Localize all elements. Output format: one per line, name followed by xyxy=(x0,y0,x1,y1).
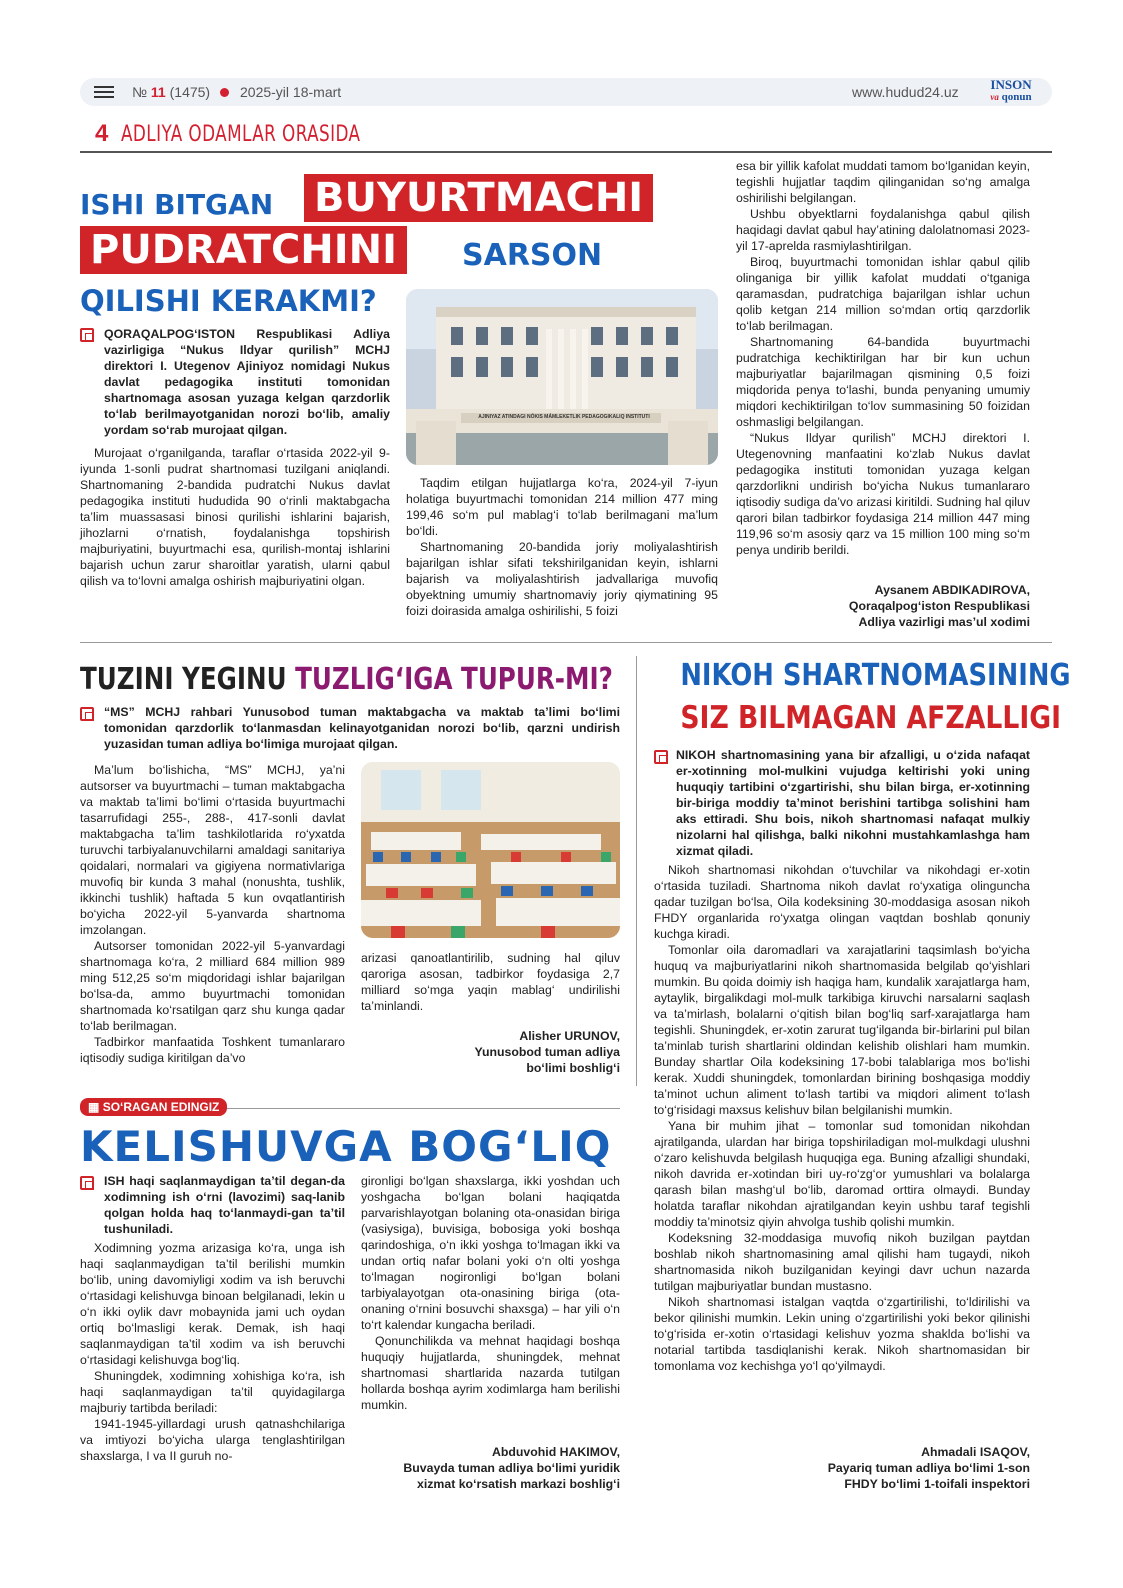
kindergarten-dining-photo xyxy=(361,762,620,938)
article4-title-part1: NIKOH SHARTNOMASINING xyxy=(680,658,1071,693)
article3-title: KELISHUVGA BOG‘LIQ xyxy=(80,1122,612,1171)
article2-signature: Alisher URUNOV, Yunusobod tuman adliya bo‘limi boshlig‘i xyxy=(474,1029,620,1075)
section-title: ADLIYA ODAMLAR ORASIDA xyxy=(121,122,361,147)
article1-title-part1: ISHI BITGAN xyxy=(80,188,274,221)
article1-divider xyxy=(80,642,1052,643)
article2-lead: “MS” MCHJ rahbari Yunusobod tuman maktabgacha va maktab ta’limi bo‘limi tomonidan qarzdorlik to‘lanmasdan kelinayotganidan norozi bo‘lib, qarzni undirish yuzasidan tuman adliya bo‘limiga murojaat qilgan. xyxy=(104,705,620,751)
article3-lead: ISH haqi saqlanmaydigan ta’til degan-da xodimning ish o‘rni (lavozimi) saq-lanib qolgan holda haq to‘lanmaydi-gan ta’til tushuniladi. xyxy=(104,1174,345,1236)
article2-column2: arizasi qanoatlantirilib, sudning hal qiluv qaroriga asosan, tadbirkor foydasiga 2,7 milliard so‘mga yaqin mablag‘ undirilishi ta’minlandi. xyxy=(361,951,620,1013)
lead-marker-icon xyxy=(80,707,94,721)
column-divider xyxy=(636,656,637,1086)
lead-marker-icon xyxy=(654,750,668,764)
lead-marker-icon xyxy=(80,328,94,342)
article4-signature: Ahmadali ISAQOV, Payariq tuman adliya bo‘limi 1-son FHDY bo‘limi 1-toifali inspektori xyxy=(827,1445,1030,1491)
article1-title-part2: BUYURTMACHI xyxy=(304,174,653,222)
issue-date: 2025-yil 18-mart xyxy=(240,84,342,100)
grid-icon: ▦ xyxy=(88,1100,100,1114)
article1-title-part5: QILISHI KERAKMI? xyxy=(80,284,377,318)
article1-title-part4: SARSON xyxy=(462,238,603,273)
separator-dot-icon xyxy=(220,88,229,97)
article3-column2: gironligi bo‘lgan shaxslarga, ikki yoshdan uch yoshgacha bo‘lgan bolani haqiqatda parvarishlayotgan bolaning ota-onasidan biriga (vasiysiga), buvisiga, bobosiga yoki boshqa qarindoshiga, o‘n ikki yoshga to‘lmagan ikki va undan ortiq nafar bolani yoki o‘n olti yoshga to‘lmagan nogironligi bo‘lgan bolani tarbiyalayotgan ota-onasining biriga (ota-onaning o‘rnini bosuvchi shaxsga) – har yili o‘n to‘rt kalendar kungacha beriladi. Qonunchilikda va mehnat haqidagi boshqa huquqiy hujjatlarda, shuningdek, mehnat shartnomasi shartlarida nazarda tutilgan hollarda boshqa ayrim xodimlarga ham berilishi mumkin. xyxy=(361,1174,620,1412)
website-link[interactable]: www.hudud24.uz xyxy=(852,84,959,100)
institute-building-photo xyxy=(406,289,718,465)
article3-column1: Xodimning yozma arizasiga ko‘ra, unga ish haqi saqlanmaydigan ta’til berilishi mumkin bo‘lib, uning davomiyligi xodim va ish beruvchi o‘rtasidagi kelishuvga binoan belgilanadi, lekin u o‘n ikki oylik davr mobaynida jami uch oydan ortiq bo‘lmasligi kerak. Demak, ish haqi saqlanmaydigan ta’til xodim va ish beruvchi o‘rtasidagi kelishuvga bog‘liq. Shuningdek, xodimning xohishiga ko‘ra, ish haqi saqlanmaydigan ta’til quyidagilarga majburiy tartibda beriladi: 1941-1945-yillardagi urush qatnashchilariga va imtiyozi bo‘yicha ularga tenglashtirilgan shaxslarga, I va II guruh no- xyxy=(80,1241,345,1463)
article1-column1: Murojaat o‘rganilganda, taraflar o‘rtasida 2022-yil 9-iyunda 1-sonli pudrat shartnomasi tuzilgani aniqlandi. Shartnomaning 2-bandida pudratchi Nukus davlat pedagogika instituti hududida 90 o‘rinli maktabgacha ta’lim muassasasi binosi qurilishi ishlarini bajarish, jihozlarni o‘rnatish, foydalanishga topshirish majburiyatini, buyurtmachi esa, qurilish-montaj ishlarini bajarish uchun zarur sharoitlar yaratish, ularni qabul qilish va to‘lovni amalga oshirish majburiyatini olgan. xyxy=(80,446,390,588)
article2-column1: Ma’lum bo‘lishicha, “MS” MCHJ, ya’ni autsorser va buyurtmachi – tuman maktabgacha va maktab ta’limi bo‘limi o‘rtasida buyurtmachi tasarrufidagi 255-, 288-, 417-sonli davlat maktabgacha ta’lim tashkilotlarida ro‘yxatda turuvchi tarbiyalanuvchilarni amaldagi sanitariya qoidalari, normalari va gigiyena normativlariga muvofiq bir kunda 3 mahal (nonushta, tushlik, ikkinchi tushlik) haftada 5 kun ovqatlantirish bo‘yicha 2022-yil 5-yanvarda shartnoma imzolangan. Autsorser tomonidan 2022-yil 5-yanvardagi shartnomaga ko‘ra, 2 milliard 684 million 989 ming 512,25 so‘m miqdoridagi ishlar bajarilgan bo‘lsa-da, ammo buyurtmachi tomonidan shartnomada ko‘rsatilgan qarz shu kunga qadar to‘lab berilmagan. Tadbirkor manfaatida Toshkent tumanlararo iqtisodiy sudiga kiritilgan da’vo xyxy=(80,763,345,1065)
page-number: 4 xyxy=(95,120,109,147)
article3-signature: Abduvohid HAKIMOV, Buvayda tuman adliya bo‘limi yuridik xizmat ko‘rsatish markazi boshlig‘i xyxy=(403,1445,620,1491)
lead-marker-icon xyxy=(80,1176,94,1190)
building-sign-text: AJINIYAZ ATINDAGI NÓKIS MÁMLEKETLIK PEDAGOGIKALIQ INSTITUTI xyxy=(478,414,650,420)
header-divider xyxy=(80,151,1052,153)
article1-title-part3: PUDRATCHINI xyxy=(80,226,407,274)
article4-title-part2: SIZ BILMAGAN AFZALLIGI xyxy=(680,700,1062,736)
issue-number: № 11 (1475) xyxy=(132,84,211,100)
article1-signature: Aysanem ABDIKADIROVA, Qoraqalpog‘iston Respublikasi Adliya vazirligi mas’ul xodimi xyxy=(848,583,1030,629)
article1-column2: Taqdim etilgan hujjatlarga ko‘ra, 2024-yil 7-iyun holatiga buyurtmachi tomonidan 214 million 477 ming 199,46 so‘m pul mablag‘i to‘lab berilmagani ma’lum bo‘ldi. Shartnomaning 20-bandida joriy moliyalashtirish bajarilgan ishlar sifati tekshirilganidan keyin, ishlarni bajarish va moliyalashtirish jadvallariga muvofiq obyektning umumiy shartnomaviy joriy qiymatining 95 foizi doirasida amalga oshirilishi, 5 foizi xyxy=(406,476,718,618)
newspaper-logo: INSON va qonun xyxy=(990,77,1032,103)
menu-icon[interactable] xyxy=(94,83,114,99)
article4-lead: NIKOH shartnomasining yana bir afzalligi, u o‘zida nafaqat er-xotinning mol-mulkini vujudga keltirishi yoki uning huquqiy tartibini o‘zgartirishi, shu bilan birga, er-xotinning bir-biriga moddiy ta’minot berishini tartibga solishini ham aks ettiradi. Shu bois, nikoh shartnomasi nafaqat mulkiy nizolarni hal qilishga, balki nikohni mustahkamlashga ham xizmat qiladi. xyxy=(676,748,1030,858)
section-tag: ▦ SO‘RAGAN EDINGIZ xyxy=(80,1098,227,1116)
article1-lead: QORAQALPOG‘ISTON Respublikasi Adliya vazirligiga “Nukus Ildyar qurilish” MCHJ direktori I. Utegenov Ajiniyoz nomidagi Nukus davlat pedagogika instituti tomonidan shartnomaga asosan yuzaga kelgan qarzdorlik to‘lab berilmayotganidan norozi bo‘lib, amaliy yordam so‘rab murojaat qilgan. xyxy=(104,327,390,437)
article1-column3: esa bir yillik kafolat muddati tamom bo‘lganidan keyin, tegishli hujjatlar taqdim qilinganidan so‘ng amalga oshirilishi belgilangan. Ushbu obyektlarni foydalanishga qabul qilish haqidagi davlat qabul hay’atining dalolatnomasi 2023-yil 17-aprelda rasmiylashtirilgan. Biroq, buyurtmachi tomonidan ishlar qabul qilib olinganiga bir yillik kafolat muddati o‘tganiga qaramasdan, pudratchiga bajarilgan ishlar uchun qolib ketgan 214 million so‘mdan ortiq qarzdorlik to‘lab berilmagan. Shartnomaning 64-bandida buyurtmachi pudratchiga kechiktirilgan har bir kun uchun majburiyatlar bajarilmagan qismining 0,5 foizi miqdorida penya to‘lashi, bunda penyaning umumiy miqdori kechiktirilgan to‘lov summasining 50 foizidan oshmasligi belgilangan. “Nukus Ildyar qurilish” MCHJ direktori I. Utegenovning manfaatini ko‘zlab Nukus davlat pedagogika instituti tomonidan yuzaga kelgan qarzdorlikni undirish bo‘yicha Nukus tumanlararo iqtisodiy sudiga da’vo arizasi kiritildi. Sudning hal qiluv qarori bilan tadbirkor foydasiga 214 million 447 ming 119,96 so‘m asosiy qarz va 15 million 100 ming so‘m penya undirib berildi. xyxy=(736,159,1030,557)
article2-title: TUZINI YEGINU TUZLIG‘IGA TUPUR-MI? xyxy=(80,662,613,697)
article4-body: Nikoh shartnomasi nikohdan o‘tuvchilar va nikohdagi er-xotin o‘rtasida tuziladi. Shartnoma nikoh davlat ro‘yxatiga olinguncha qadar tuzilgan bo‘lsa, Oila kodeksining 30-moddasiga asosan nikoh FHDY organlarida ro‘yxatga olingan vaqtdan boshlab qonuniy kuchga kiradi. Tomonlar oila daromadlari va xarajatlarini taqsimlash bo‘yicha huquq va majburiyatlarini nikoh shartnomasida belgilab qo‘yishlari mumkin. Bu qoida doimiy ish haqiga ham, kundalik xarajatlarga ham, aytaylik, birgalikdagi mol-mulk tarkibiga kiruvchi narsalarni saqlash va ta’mirlash, bolalarni o‘qitish bilan bog‘liq sarf-xarajatlarga ham tegishli. Shuningdek, er-xotin zarurat tug‘ilganda bir-birlarini pul bilan ta’minlab turish shartlarini oldindan kelishib olishlari ham mumkin. Bunday shartlar Oila kodeksining 17-bobi talablariga mos bo‘lishi kerak. Xuddi shuningdek, tomonlardan birining boshqasiga moddiy ta’minot uchun aliment to‘lash tartibi va miqdori aliment to‘lash to‘g‘risidagi maxsus kelishuv bilan belgilanishi mumkin. Yana bir muhim jihat – tomonlar sud tomonidan nikohdan ajratilganda, ulardan har biriga topshiriladigan mol-mulkdagi ulushni o‘zaro kelishuvda belgilash huquqiga ega. Buning afzalligi shundaki, nikoh davrida er-xotindan biri uy-ro‘zg‘or yumushlari va bolalarga qarash bilan mashg‘ul bo‘lib, daromad orttira olmaydi. Bunday holatda taraflar nikohdan ajratilgandan keyin ushbu taraf tegishli moddiy ta’minotsiz qiyin ahvolga tushib qolishi mumkin. Kodeksning 32-moddasiga muvofiq nikoh buzilgan paytdan boshlab nikoh shartnomasining amal qilishi ham tugaydi, nikoh shartnomasida nikoh buzilganidan keyingi davr uchun nazarda tutilgan majburiyatlar bundan mustasno. Nikoh shartnomasi istalgan vaqtda o‘zgartirilishi, to‘ldirilishi va bekor qilinishi mumkin. Lekin uning o‘zgartirilishi yoki bekor qilinishi to‘g‘risida er-xotin o‘rtasidagi kelishuv yozma shaklda bo‘lishi va notarial tartibda tasdiqlanishi kerak. Nikoh shartnomasidan bir tomonlama voz kechishga yo‘l qo‘yilmaydi. xyxy=(654,863,1030,1373)
